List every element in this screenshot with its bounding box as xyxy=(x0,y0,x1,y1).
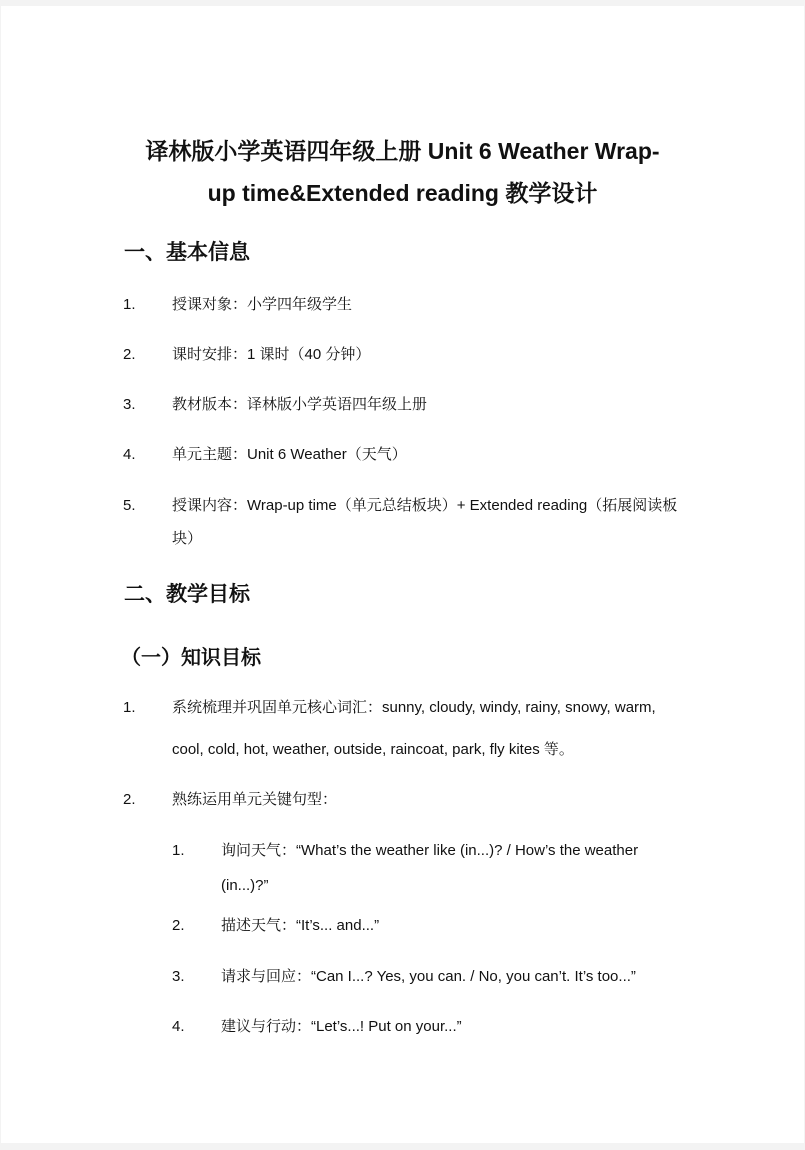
list-number: 1. xyxy=(123,699,136,716)
document-page xyxy=(1,6,804,1143)
list-item-text: 系统梳理并巩固单元核心词汇：sunny, cloudy, windy, rainy, snowy, warm, xyxy=(172,699,656,716)
list-number: 1. xyxy=(123,296,136,313)
document-title-line-1: 译林版小学英语四年级上册 Unit 6 Weather Wrap- xyxy=(145,138,660,164)
sublist-number: 3. xyxy=(172,968,185,985)
section-heading-basic-info: 一、基本信息 xyxy=(124,241,250,264)
section-heading-teaching-goals: 二、教学目标 xyxy=(124,583,250,606)
list-item-text-continuation: cool, cold, hot, weather, outside, raincoat, park, fly kites 等。 xyxy=(172,741,574,758)
list-item-text: 课时安排：1 课时（40 分钟） xyxy=(172,346,371,363)
sublist-item-text-continuation: (in...)?” xyxy=(221,877,269,894)
sublist-item-text: 建议与行动：“Let’s...! Put on your...” xyxy=(221,1018,462,1035)
list-number: 3. xyxy=(123,396,136,413)
document-title-line-2: up time&Extended reading 教学设计 xyxy=(207,180,598,206)
sublist-number: 2. xyxy=(172,917,185,934)
list-number: 5. xyxy=(123,497,136,514)
list-item-text: 熟练运用单元关键句型： xyxy=(172,791,338,808)
sublist-item-text: 询问天气：“What’s the weather like (in...)? / How’s the weather xyxy=(221,842,639,859)
list-item-text: 教材版本：译林版小学英语四年级上册 xyxy=(172,396,428,413)
sublist-number: 1. xyxy=(172,842,185,859)
sublist-number: 4. xyxy=(172,1018,185,1035)
subsection-heading-knowledge-goals: （一）知识目标 xyxy=(121,647,261,669)
list-number: 4. xyxy=(123,446,136,463)
list-number: 2. xyxy=(123,346,136,363)
list-number: 2. xyxy=(123,791,136,808)
list-item-text: 授课内容：Wrap-up time（单元总结板块）+ Extended reading（拓展阅读板 xyxy=(172,497,678,514)
sublist-item-text: 请求与回应：“Can I...? Yes, you can. / No, you can’t. It’s too...” xyxy=(221,968,636,985)
list-item-text: 授课对象：小学四年级学生 xyxy=(172,296,353,313)
sublist-item-text: 描述天气：“It’s... and...” xyxy=(221,917,380,934)
list-item-text-continuation: 块） xyxy=(172,530,203,547)
list-item-text: 单元主题：Unit 6 Weather（天气） xyxy=(172,446,407,463)
